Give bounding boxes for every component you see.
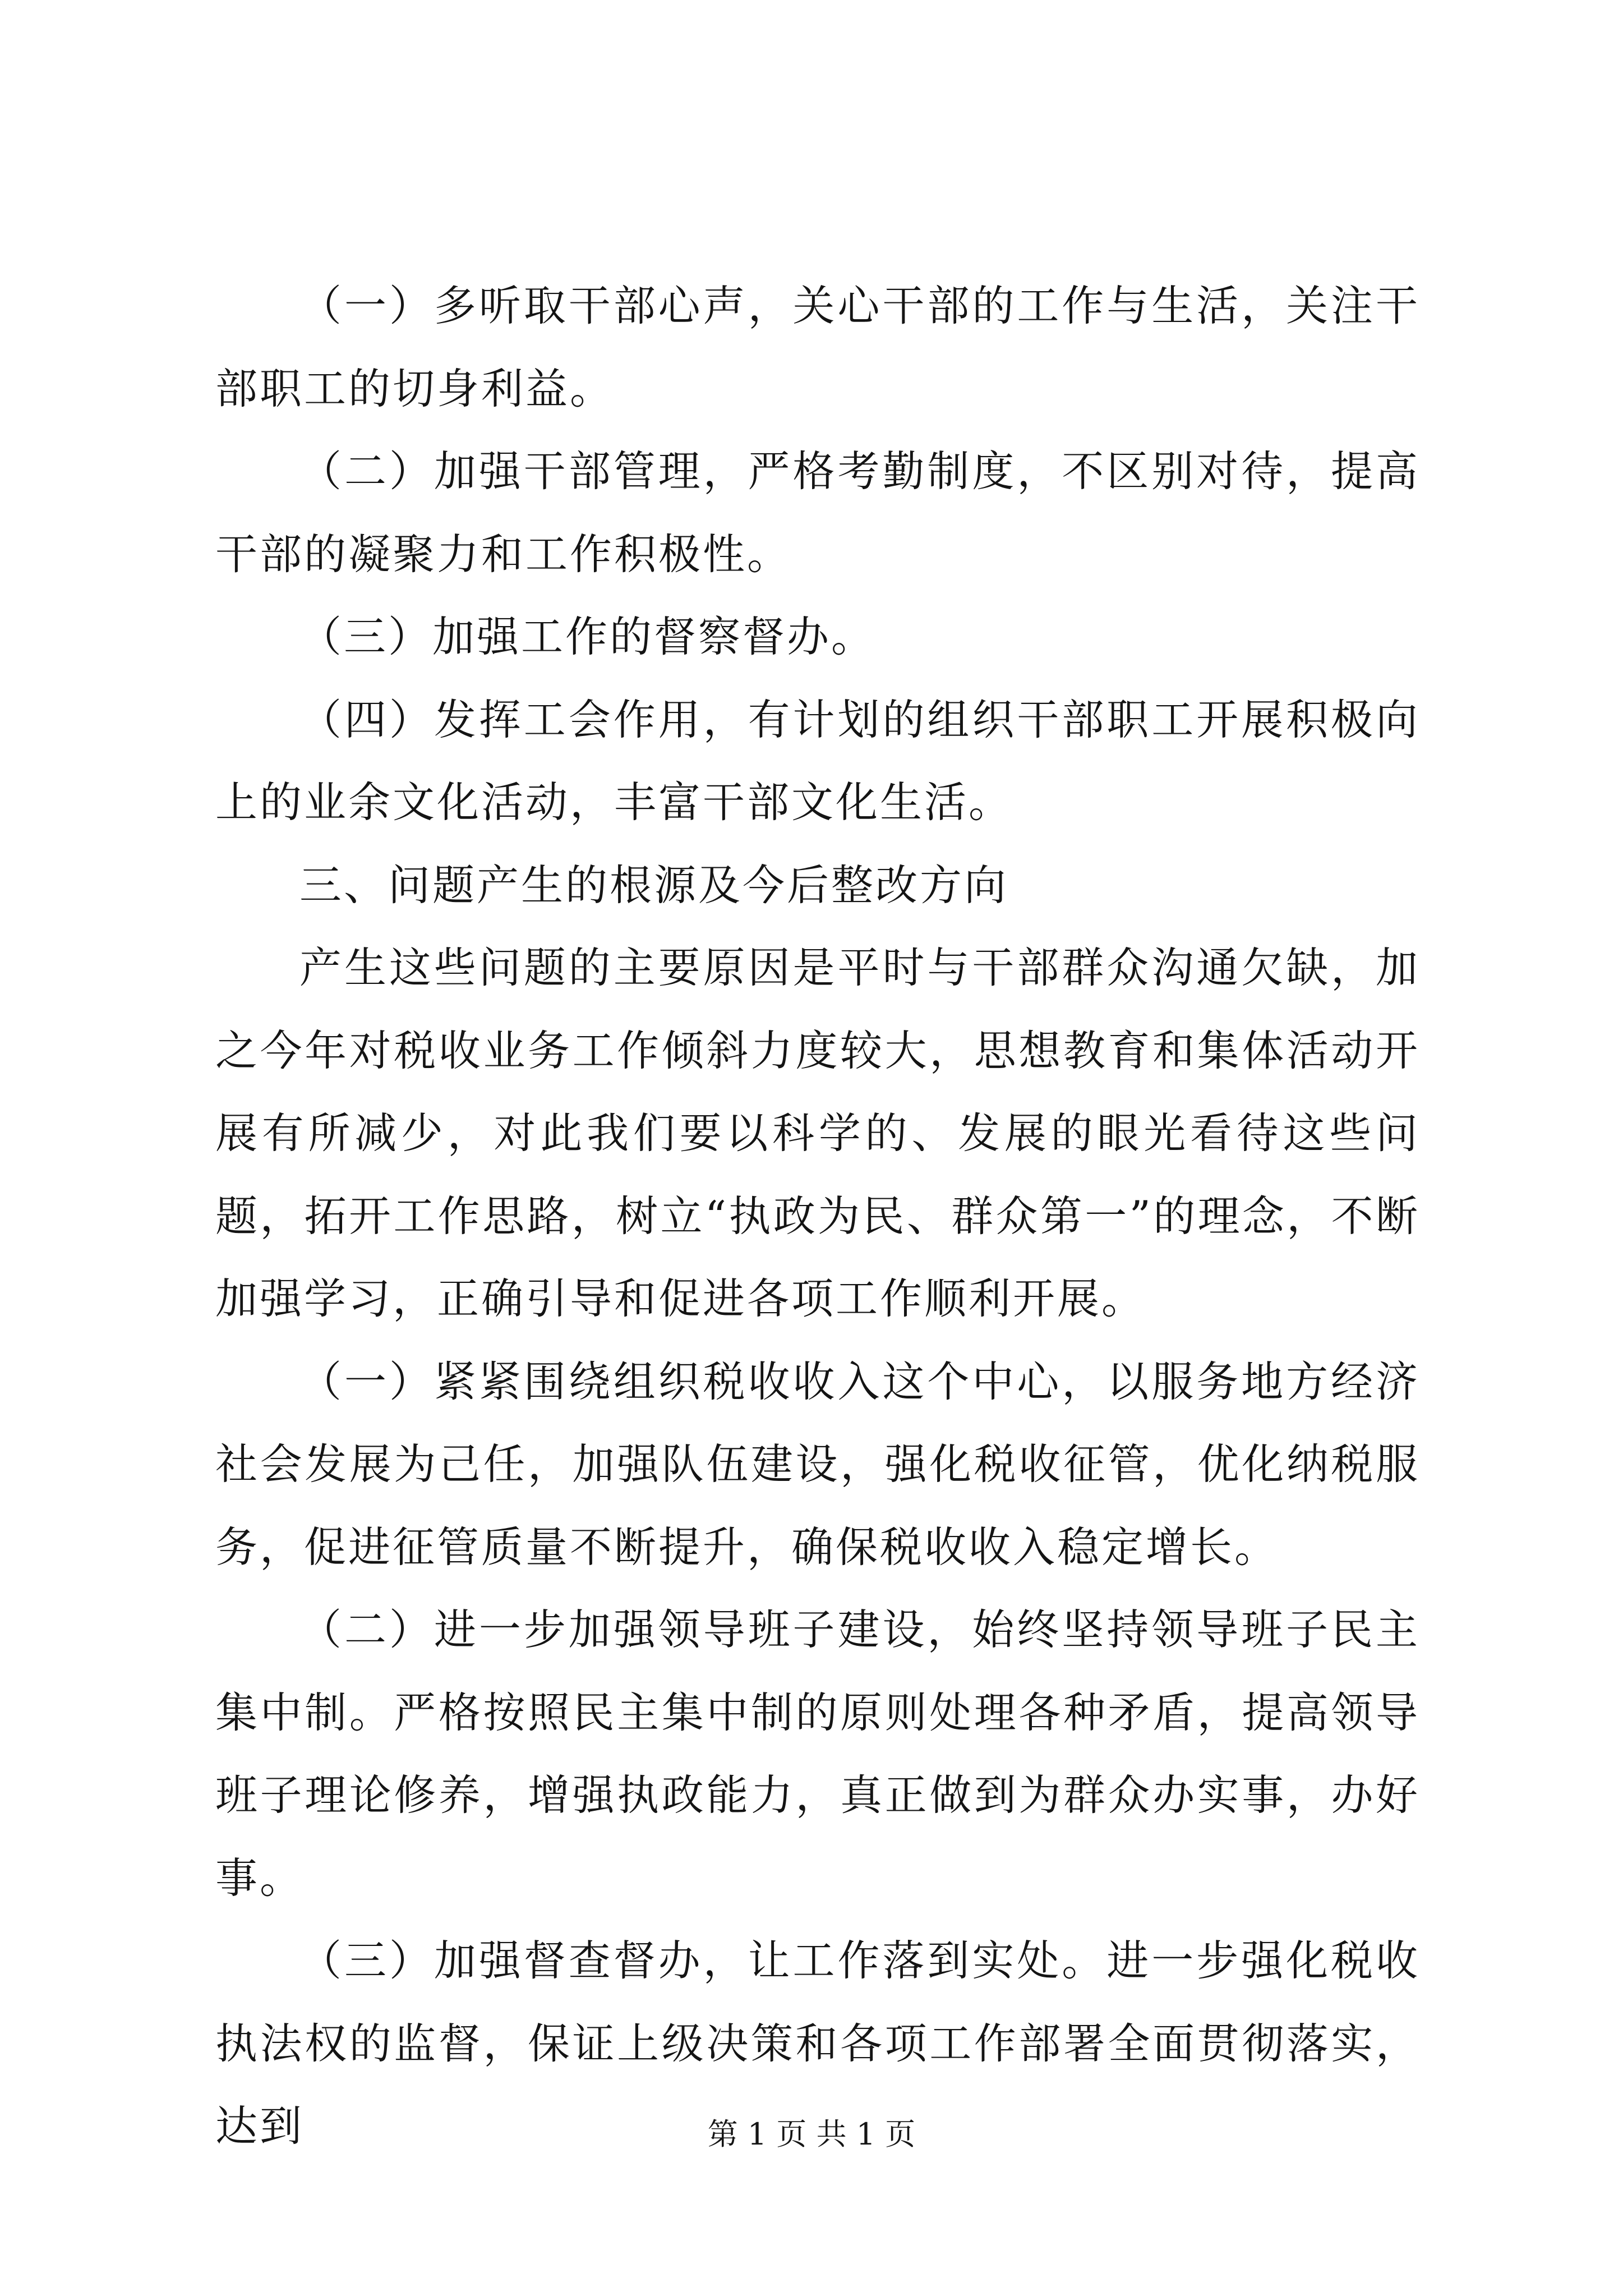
paragraph-6: 产生这些问题的主要原因是平时与干部群众沟通欠缺，加之今年对税收业务工作倾斜力度较大，思想教育和集体活动开展有所减少，对此我们要以科学的、发展的眼光看待这些问题，拓开工作思路，树立“执政为民、群众第一”的理念，不断加强学习，正确引导和促进各项工作顺利开展。	[215, 943, 1420, 1323]
paragraph-7: （一）紧紧围绕组织税收收入这个中心，以服务地方经济社会发展为己任，加强队伍建设，强化税收征管，优化纳税服务，促进征管质量不断提升，确保税收收入稳定增长。	[215, 1356, 1420, 1572]
section-heading: 三、问题产生的根源及今后整改方向	[299, 860, 1009, 910]
paragraph-9: （三）加强督查督办，让工作落到实处。进一步强化税收执法权的监督，保证上级决策和各项工作部署全面贯彻落实，达到	[215, 1936, 1420, 2151]
page-footer: 第 1 页 共 1 页	[707, 2116, 916, 2152]
paragraph-1: （一）多听取干部心声，关心干部的工作与生活，关注干部职工的切身利益。	[215, 281, 1420, 413]
paragraph-4: （四）发挥工会作用，有计划的组织干部职工开展积极向上的业余文化活动，丰富干部文化生活。	[215, 694, 1420, 827]
paragraph-2: （二）加强干部管理，严格考勤制度，不区别对待，提高干部的凝聚力和工作积极性。	[215, 447, 1420, 579]
document-body	[215, 265, 1420, 2168]
paragraph-3: （三）加强工作的督察督办。	[299, 612, 876, 661]
paragraph-8: （二）进一步加强领导班子建设，始终坚持领导班子民主集中制。严格按照民主集中制的原则处理各种矛盾，提高领导班子理论修养，增强执政能力，真正做到为群众办实事，办好事。	[215, 1605, 1420, 1903]
